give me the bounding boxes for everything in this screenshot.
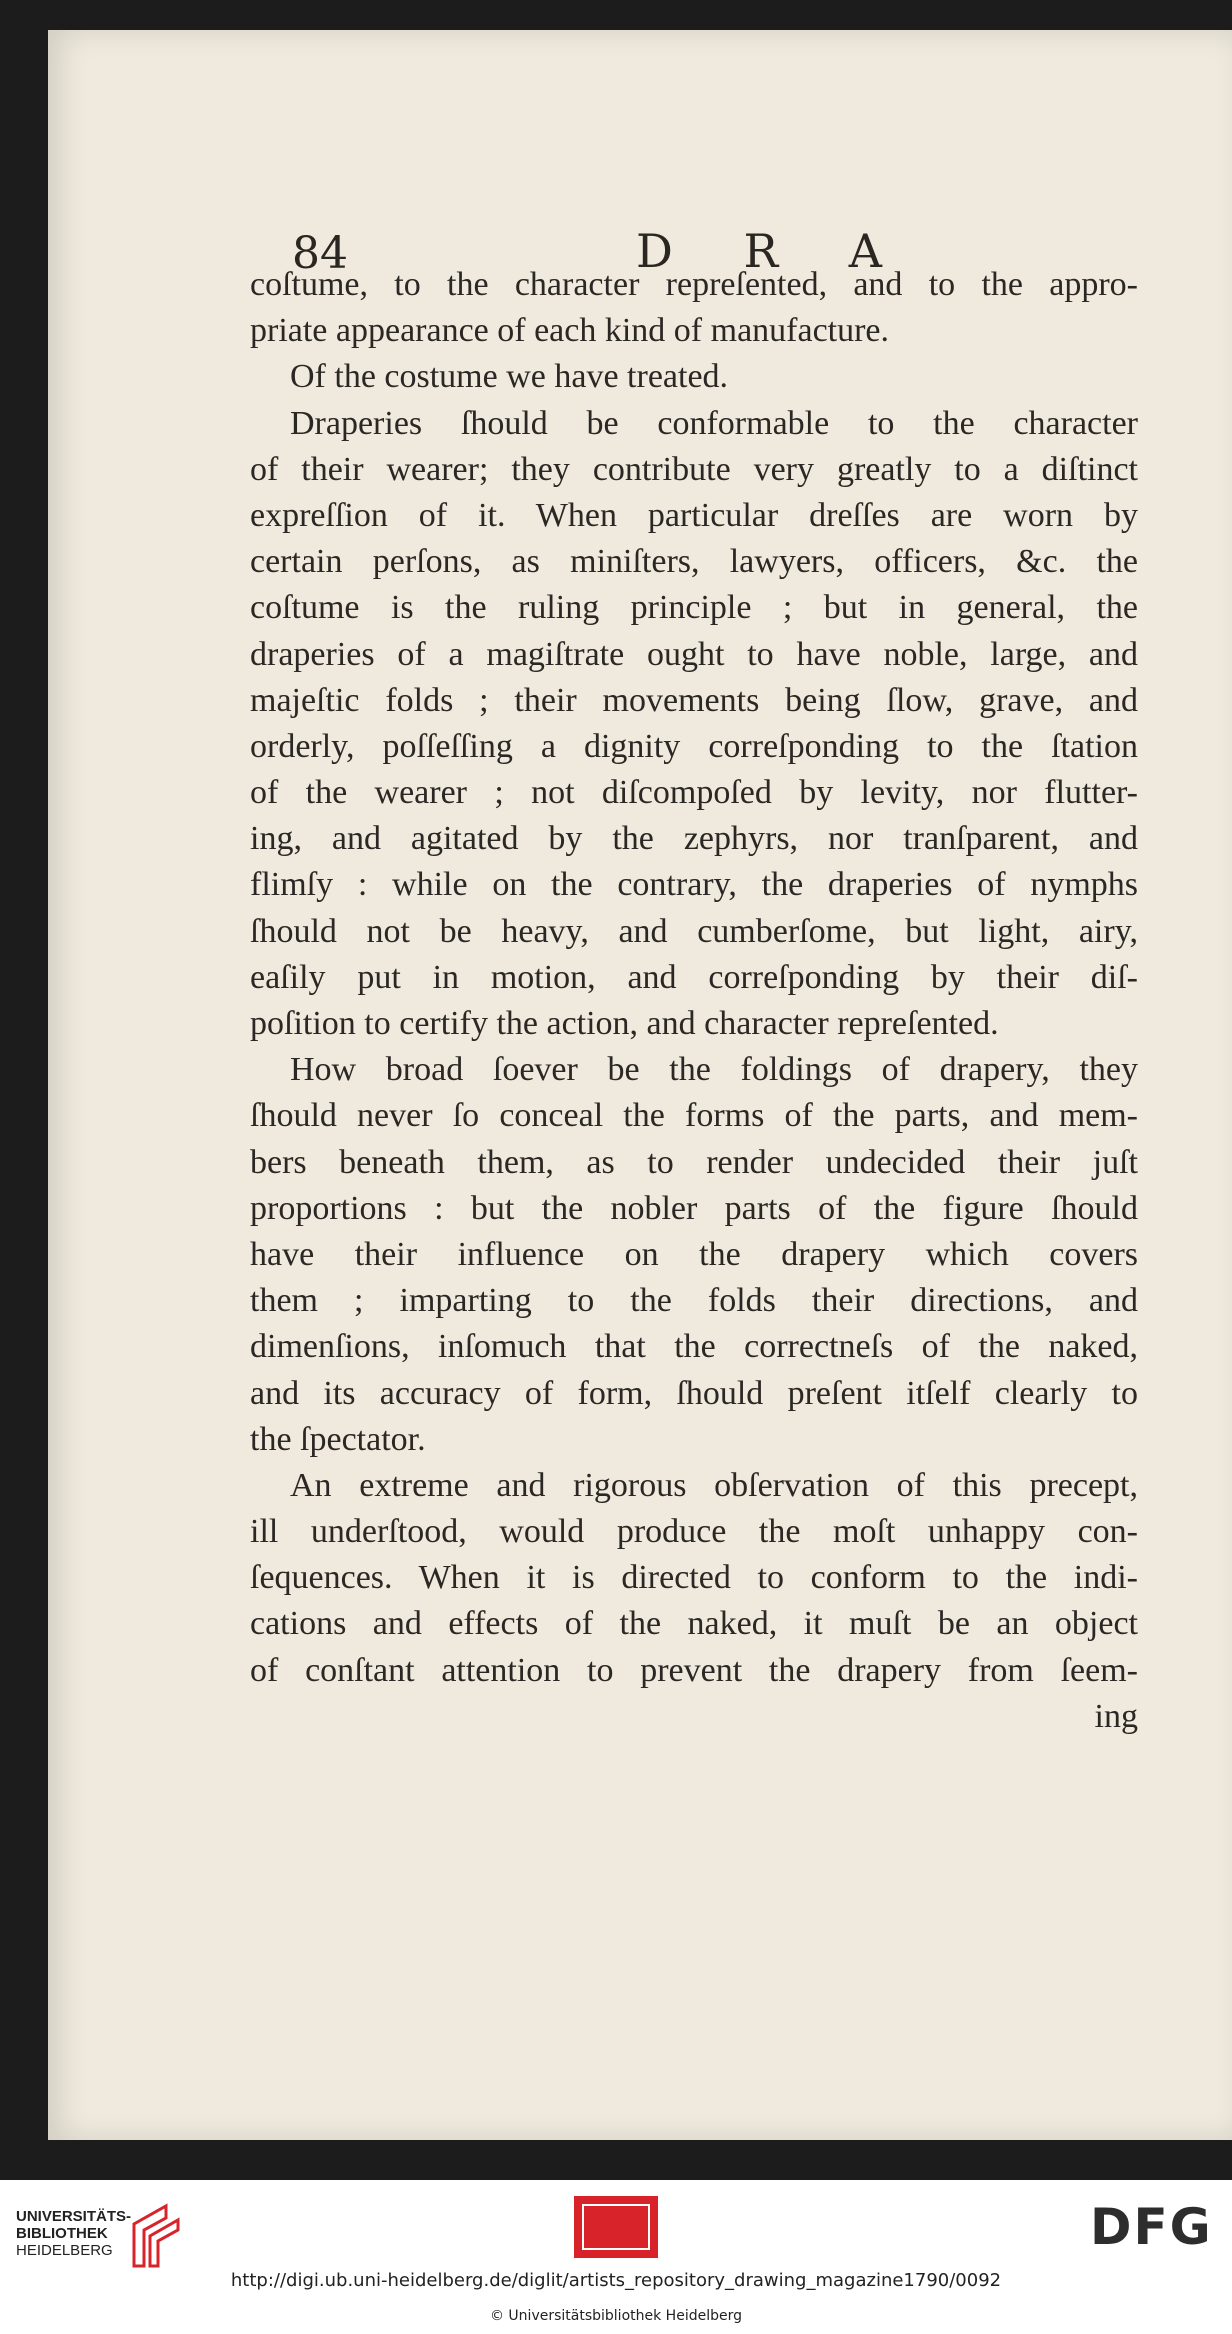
- text-line: coſtume is the ruling principle ; but in general, the: [250, 589, 1138, 627]
- library-name: [16, 2208, 131, 2259]
- text-line: coſtume, to the character repreſented, and to the appro-: [250, 266, 1138, 303]
- text-line: ſhould not be heavy, and cumberſome, but light, airy,: [250, 912, 1138, 950]
- text-line: of their wearer; they contribute very greatly to a diſtinct: [250, 450, 1138, 488]
- running-head: [48, 200, 1232, 279]
- text-line: certain perſons, as miniſters, lawyers, officers, &c. the: [250, 543, 1138, 581]
- library-name-line: HEIDELBERG: [16, 2242, 113, 2259]
- text-line: flimſy : while on the contrary, the draperies of nymphs: [250, 866, 1138, 904]
- text-line: have their influence on the drapery which covers: [250, 1235, 1138, 1273]
- catchword: ing: [1094, 1697, 1138, 1735]
- text-line: of conſtant attention to prevent the drapery from ſeem-: [250, 1651, 1138, 1689]
- text-line: cations and effects of the naked, it muſt be an object: [250, 1605, 1138, 1643]
- page-number: 84: [292, 228, 348, 279]
- text-line: How broad ſoever be the foldings of drapery, they: [290, 1051, 1138, 1089]
- text-line: proportions : but the nobler parts of the figure ſhould: [250, 1189, 1138, 1227]
- text-line: An extreme and rigorous obſervation of this precept,: [290, 1466, 1138, 1504]
- heidelberg-seal-logo[interactable]: [574, 2196, 658, 2258]
- text-line: Draperies ſhould be conformable to the character: [290, 404, 1138, 442]
- text-line: ill underſtood, would produce the moſt unhappy con-: [250, 1513, 1138, 1551]
- footer: [0, 2180, 1232, 2334]
- text-line: draperies of a magiſtrate ought to have noble, large, and: [250, 635, 1138, 673]
- text-line: ſequences. When it is directed to conform to the indi-: [250, 1559, 1138, 1597]
- running-head-title: D R A: [636, 224, 910, 278]
- text-line: the ſpectator.: [250, 1420, 426, 1458]
- text-line: and its accuracy of form, ſhould preſent itſelf clearly to: [250, 1374, 1138, 1412]
- text-line: poſition to certify the action, and character repreſented.: [250, 1005, 999, 1042]
- text-line: priate appearance of each kind of manufacture.: [250, 312, 890, 350]
- text-line-content: Of the costume we have treated.: [290, 358, 729, 396]
- text-line: dimenſions, inſomuch that the correctneſs of the naked,: [250, 1328, 1138, 1366]
- text-line: of the wearer ; not diſcompoſed by levity, nor flutter-: [250, 774, 1138, 812]
- library-name-line: UNIVERSITÄTS-: [16, 2208, 132, 2225]
- text-line: bers beneath them, as to render undecided their juſt: [250, 1143, 1138, 1181]
- library-mark-icon: [126, 2200, 186, 2270]
- body-text: [250, 262, 1138, 1740]
- text-line: expreſſion of it. When particular dreſſes are worn by: [250, 496, 1138, 534]
- text-line: ſhould never ſo conceal the forms of the parts, and mem-: [250, 1097, 1138, 1135]
- permalink-url[interactable]: http://digi.ub.uni-heidelberg.de/diglit/artists_repository_drawing_magazine1790/0092: [230, 2270, 1002, 2291]
- text-line: [250, 354, 1138, 400]
- seal-frame-icon: [582, 2204, 650, 2250]
- text-line: orderly, poſſeſſing a dignity correſponding to the ſtation: [250, 727, 1138, 765]
- text-line: eaſily put in motion, and correſponding by their diſ-: [250, 958, 1138, 996]
- library-name-line: BIBLIOTHEK: [16, 2225, 108, 2242]
- text-line: majeſtic folds ; their movements being ſlow, grave, and: [250, 681, 1138, 719]
- dfg-logo[interactable]: DFG: [1090, 2198, 1213, 2256]
- university-library-logo[interactable]: [16, 2198, 186, 2278]
- copyright-notice: © Universitätsbibliothek Heidelberg: [489, 2308, 742, 2324]
- text-line: ing, and agitated by the zephyrs, nor tranſparent, and: [250, 820, 1138, 858]
- text-line: them ; imparting to the folds their directions, and: [250, 1282, 1138, 1320]
